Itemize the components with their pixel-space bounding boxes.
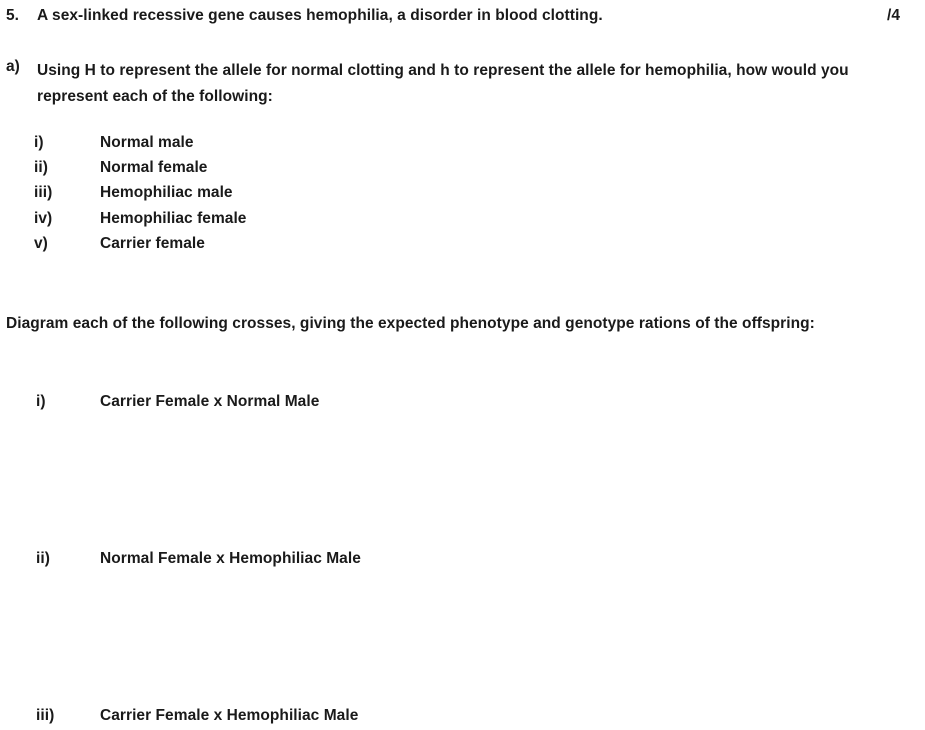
part-a-prompt-line2: represent each of the following: <box>37 88 273 105</box>
list-item-hemophiliac-male: Hemophiliac male <box>100 184 233 201</box>
part-a-letter: a) <box>6 58 20 75</box>
cross-number: i) <box>36 393 46 410</box>
part-a-prompt <box>37 58 922 110</box>
list-item-number: iii) <box>34 184 53 201</box>
cross-number: ii) <box>36 550 50 567</box>
question-marks: /4 <box>887 7 901 24</box>
list-item-number: v) <box>34 235 48 252</box>
list-item-number: ii) <box>34 159 48 176</box>
list-item-normal-male: Normal male <box>100 134 194 151</box>
question-number: 5. <box>6 7 20 24</box>
part-a-prompt-line1: Using H to represent the allele for normal clotting and h to represent the allele for hemophilia, how would you <box>37 62 849 79</box>
list-item-normal-female: Normal female <box>100 159 208 176</box>
cross-instruction: Diagram each of the following crosses, giving the expected phenotype and genotype rations of the offspring: <box>6 315 815 332</box>
list-item-hemophiliac-female: Hemophiliac female <box>100 210 247 227</box>
cross-number: iii) <box>36 707 55 724</box>
list-item-number: i) <box>34 134 44 151</box>
question-text: A sex-linked recessive gene causes hemophilia, a disorder in blood clotting. <box>37 7 603 24</box>
cross-carrier-female-normal-male: Carrier Female x Normal Male <box>100 393 320 410</box>
cross-carrier-female-hemophiliac-male: Carrier Female x Hemophiliac Male <box>100 707 359 724</box>
list-item-number: iv) <box>34 210 53 227</box>
cross-normal-female-hemophiliac-male: Normal Female x Hemophiliac Male <box>100 550 361 567</box>
list-item-carrier-female: Carrier female <box>100 235 205 252</box>
